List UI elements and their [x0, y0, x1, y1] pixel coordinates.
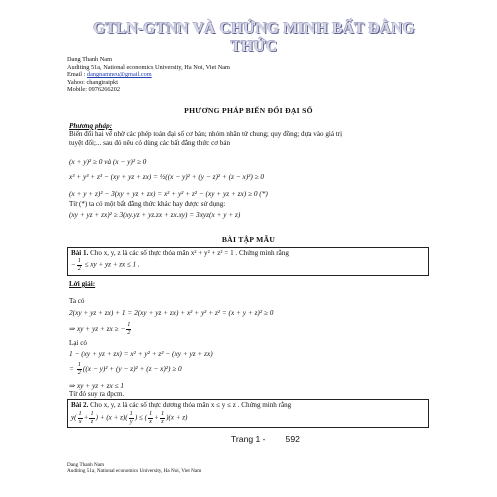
solution-line-7: ⇒ xy + yz + zx ≤ 1 — [69, 381, 125, 390]
page-footer — [231, 434, 300, 444]
email-label: Email : — [67, 71, 87, 79]
author-mobile: Mobile: 0976266202 — [67, 86, 120, 94]
exercise-1-box — [67, 247, 429, 276]
page-label: Trang 1 - — [231, 434, 266, 444]
exercise-2-label: Bài 2. — [71, 401, 89, 409]
section-title: PHƯƠNG PHÁP BIẾN ĐỔI ĐẠI SỐ — [184, 106, 313, 115]
solution-line-3-text: ⇒ xy + yz + zx ≥ − — [69, 323, 126, 333]
fraction — [129, 411, 134, 425]
exercise-1-text: Cho x, y, z là các số thực thỏa mãn x² + y² + z² = 1 . Chứng minh rằng — [88, 249, 289, 257]
solution-line-5: 1 − (xy + yz + zx) = x² + y² + z² − (xy + yz + zx) — [69, 349, 213, 358]
exercise-1-label: Bài 1. — [71, 249, 89, 257]
method-intro-line-1: Biến đổi hai vế nhờ các phép toán đại số cơ bản; nhóm nhân tử chung; quy đồng; dựa vào giá trị — [69, 130, 343, 138]
author-name: Dang Thanh Nam — [67, 56, 113, 63]
fraction-numerator: 1 — [77, 257, 81, 264]
exercise-1-statement — [71, 249, 425, 258]
formula-1: (x + y)² ≥ 0 và (x − y)² ≥ 0 — [69, 157, 147, 166]
formula-2: x³ + y³ + z³ − (xy + yz + zx) = ½((x − y)² + (y − z)² + (z − x)²) ≥ 0 — [69, 172, 265, 181]
fraction-denominator: y — [129, 417, 133, 425]
fraction-denominator: x — [149, 417, 152, 425]
email-link[interactable]: dangnamneu@gmail.com — [86, 71, 152, 79]
fraction — [126, 322, 131, 336]
exercise-1-tail: ≤ xy + yz + zx ≤ 1 . — [82, 260, 140, 269]
fraction-numerator: 1 — [148, 410, 153, 417]
solution-line-2: 2(xy + yz + zx) + 1 = 2(xy + yz + zx) + x² + y² + z² = (x + y + z)² ≥ 0 — [69, 308, 274, 317]
ex2-part-3: ) ≤ ( — [134, 413, 147, 422]
exercise-2-statement — [71, 401, 425, 410]
fraction — [77, 362, 82, 376]
ex2-part-4: )(x + z) — [166, 413, 188, 422]
method-intro-line-2: tuyệt đối;... sau đó nêu có dùng các bất đẳng thức cơ bản — [69, 139, 231, 147]
solution-line-4: Lại có — [69, 339, 87, 347]
exercise-2-text: Cho x, y, z là các số thực dương thỏa mãn x ≤ y ≤ z . Chứng minh rằng — [88, 401, 292, 409]
fraction-numerator: 1 — [127, 321, 131, 328]
fraction-numerator: 1 — [160, 410, 165, 417]
formula-3: (x + y + z)² − 3(xy + yz + zx) = x² + y² + z² − (xy + yz + zx) ≥ 0 (*) — [69, 189, 268, 198]
fraction — [77, 258, 82, 272]
fraction — [148, 411, 153, 425]
fraction-denominator: 2 — [77, 368, 81, 376]
fraction-numerator: 1 — [90, 410, 94, 417]
page-number: 592 — [285, 434, 300, 444]
fraction-denominator: z — [161, 417, 164, 425]
author-yahoo: Yahoo: changtraipkt — [67, 78, 118, 86]
fraction-numerator: 1 — [129, 410, 133, 417]
author-org: Auditing 51a, National economics University, Ha Noi, Viet Nam — [67, 63, 230, 71]
footer-author-block — [67, 462, 201, 475]
fraction-denominator: z — [90, 417, 94, 425]
exercises-title: BÀI TẬP MẪU — [221, 235, 276, 244]
solution-line-6-text: ((x − y)² + (y − z)² + (z − x)²) ≥ 0 — [82, 363, 182, 373]
fraction-denominator: x — [78, 417, 82, 425]
author-block — [67, 56, 230, 94]
solution-line-8: Từ đó suy ra đpcm. — [69, 390, 125, 398]
note-text: Từ (*) ta có một bất đẳng thức khác hay được sử dụng: — [69, 200, 226, 208]
fraction-denominator: 2 — [77, 264, 81, 272]
solution-heading: Lời giải: — [69, 280, 96, 288]
footer-author-org: Auditing 51a, National economics University, Ha Noi, Viet Nam — [67, 468, 202, 475]
fraction-numerator: 1 — [77, 361, 81, 368]
footer-author-name: Dang Thanh Nam — [67, 462, 105, 468]
solution-line-3 — [69, 322, 132, 336]
solution-line-1: Ta có — [69, 297, 85, 305]
fraction — [160, 411, 165, 425]
ex2-part-1: y( — [71, 413, 77, 422]
exercise-1-inequality: − $\frac{1}{2}$ ≤ xy + yz + zx ≤ 1 . — [71, 257, 140, 272]
solution-line-6: = $\frac{1}{2}$ ((x − y)² + (y − z)² + (z − x)²) ≥ 0 — [69, 361, 182, 376]
fraction — [89, 411, 94, 425]
fraction — [78, 411, 83, 425]
author-email-row — [67, 71, 230, 79]
formula-4: (xy + yz + zx)² ≥ 3(xy.yz + yz.zx + zx.xy) = 3xyz(x + y + z) — [69, 210, 241, 219]
document-title-banner: GTLN-GTNN VÀ CHỨNG MINH BẤT ĐẲNG THỨC — [93, 20, 415, 55]
ex2-part-2: ) + (x + z)( — [95, 413, 128, 422]
exercise-2-box — [67, 399, 429, 428]
exercise-2-inequality: y( $\frac{1}{x}$ + $\frac{1}{z}$ ) + (x + z)( $\frac{1}{y}$ ) ≤ ( $\frac{1}{x}$ + $\frac{1}{z}$ )(x + z) — [71, 410, 188, 425]
fraction-denominator: 2 — [127, 328, 131, 336]
method-heading: Phương pháp: — [69, 122, 113, 130]
fraction-numerator: 1 — [78, 410, 82, 417]
